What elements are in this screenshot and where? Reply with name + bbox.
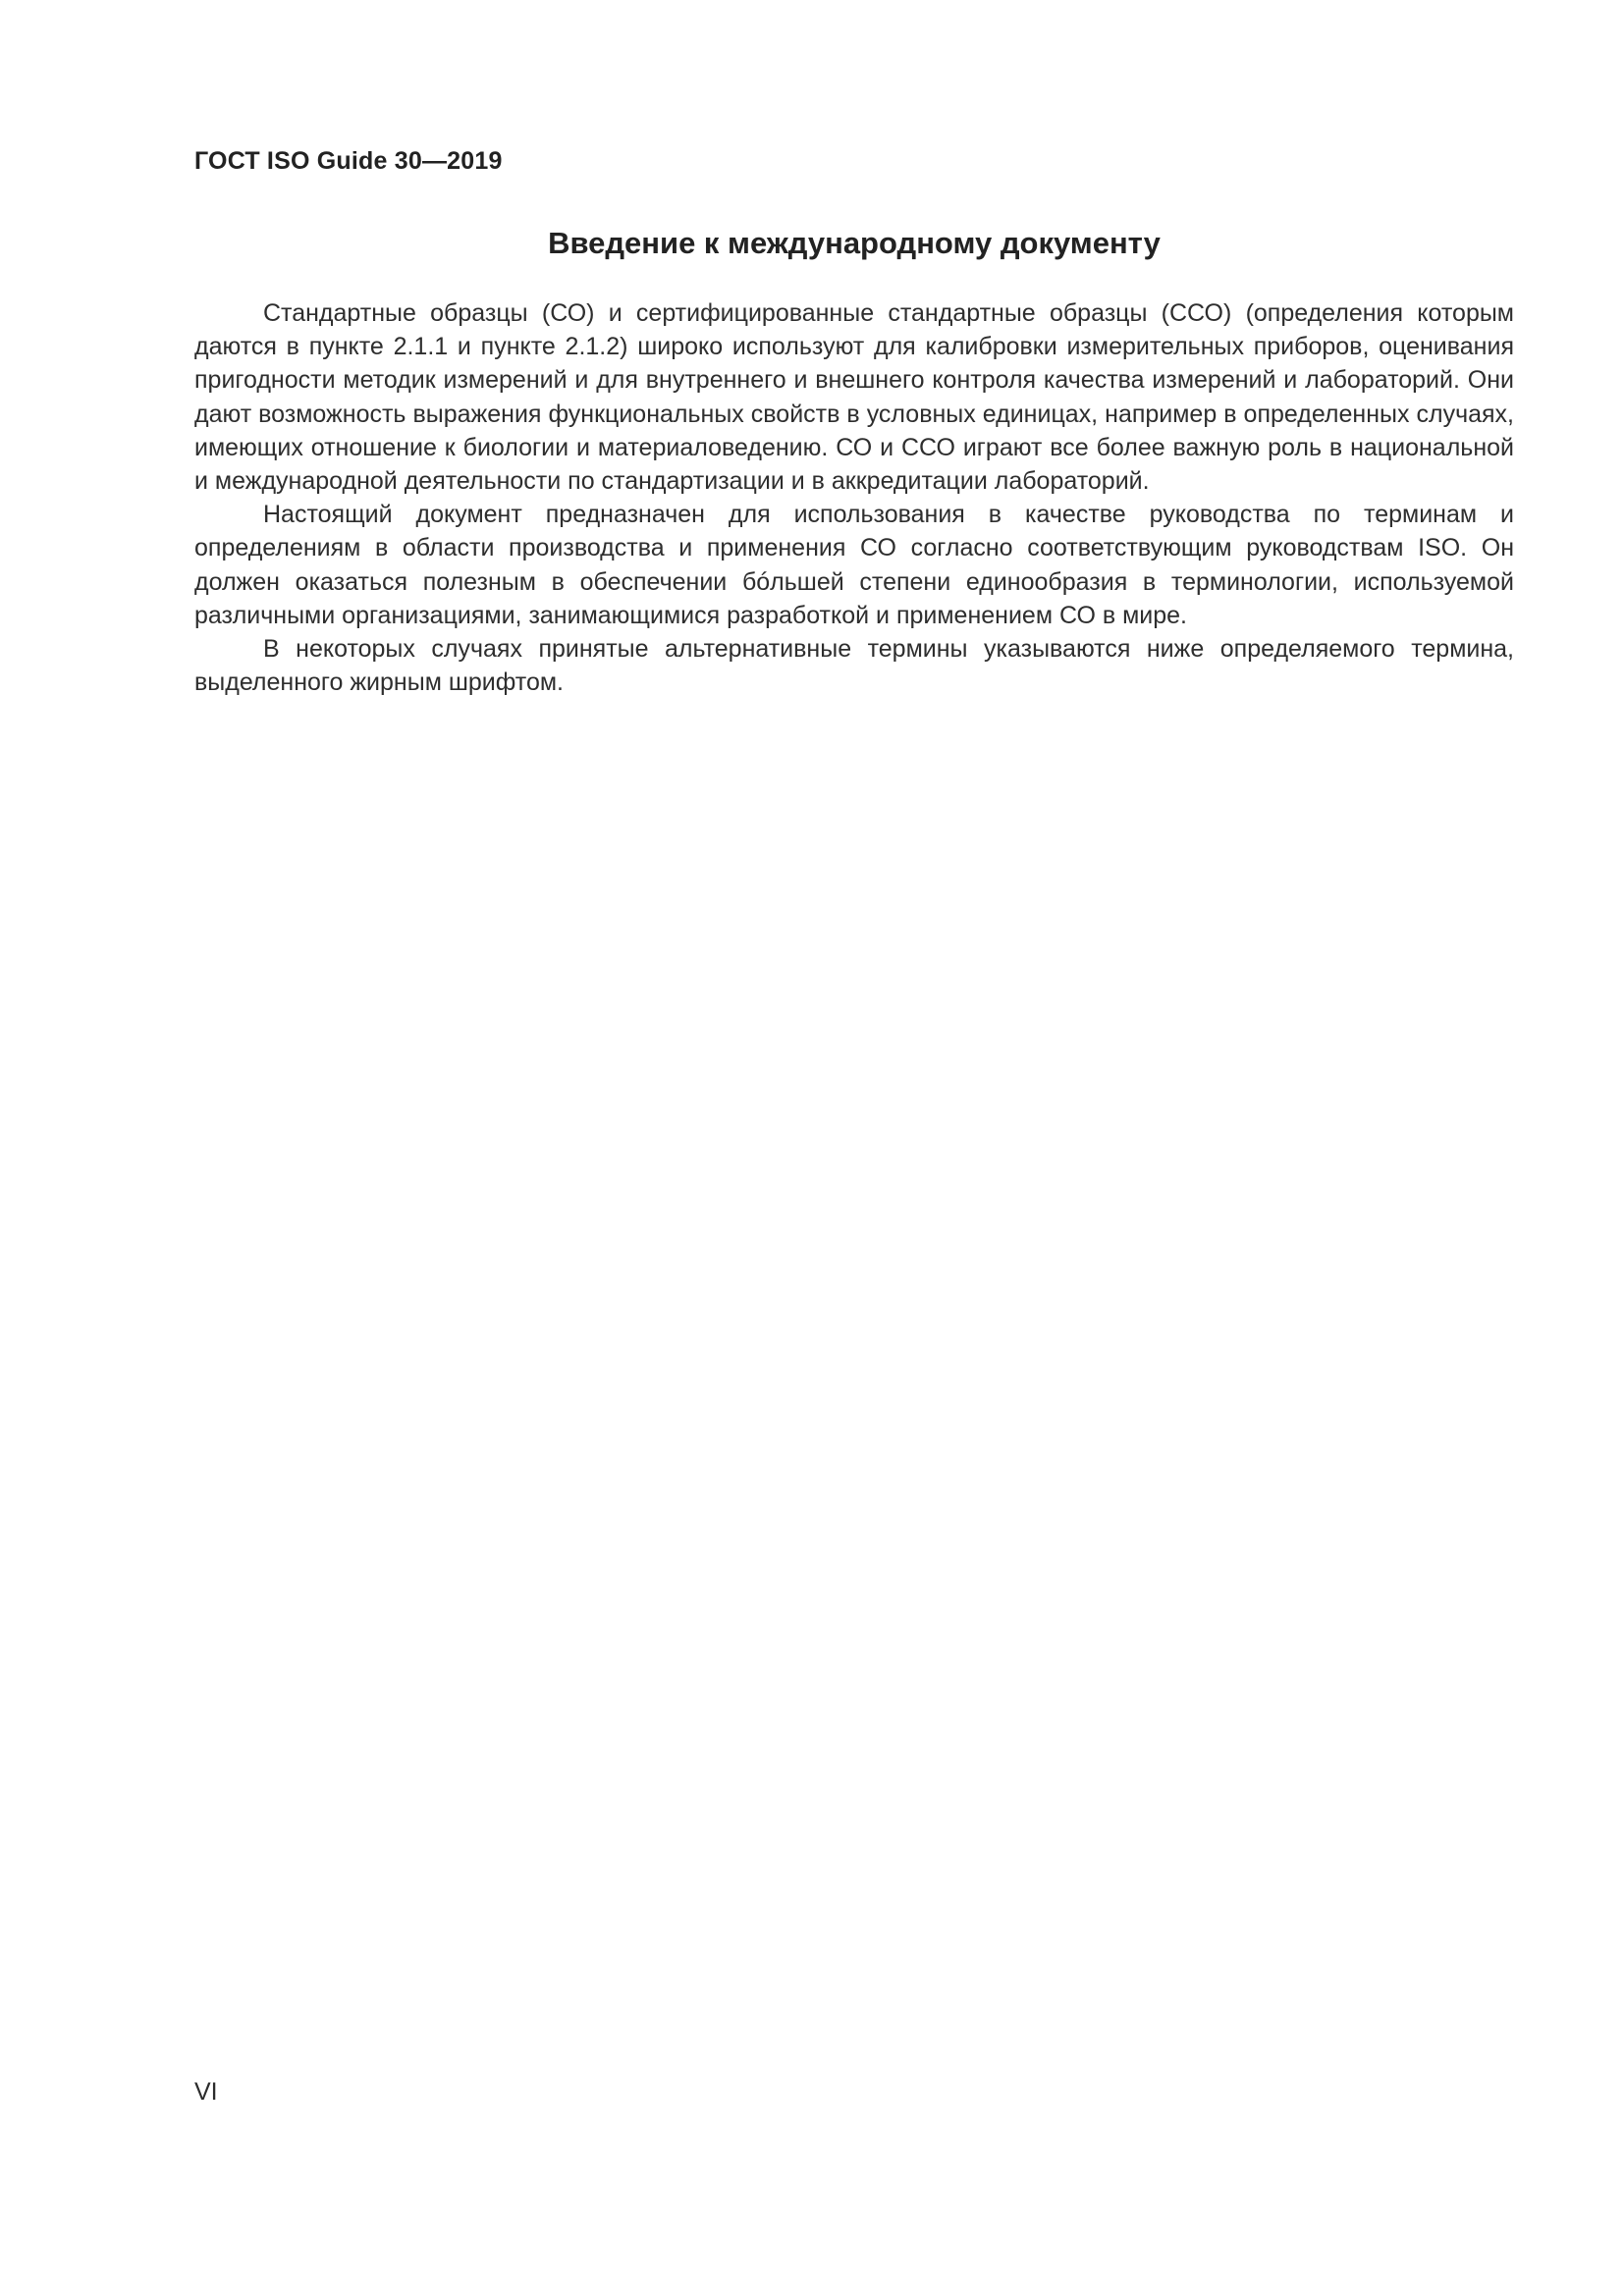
paragraph-3: В некоторых случаях принятые альтернативные термины указываются ниже определяемого термина, выделенного жирным шрифтом.: [194, 635, 1514, 697]
paragraph-2: Настоящий документ предназначен для использования в качестве руководства по терминам и определениям в области производства и применения СО согласно соответствующим руководствам ISO. Он должен оказаться полезным в обеспечении бóльшей степени единообразия в терминологии, используемой различными организациями, занимающимися разработкой и применением СО в мире.: [194, 501, 1514, 629]
section-title: Введение к международному документу: [548, 226, 1161, 260]
paragraph-1: Стандартные образцы (СО) и сертифицированные стандартные образцы (ССО) (определения которым даются в пункте 2.1.1 и пункте 2.1.2) широко используют для калибровки измерительных приборов, оценивания пригодности методик измерений и для внутреннего и внешнего контроля качества измерений и лабораторий. Они дают возможность выражения функциональных свойств в условных единицах, например в определенных случаях, имеющих отношение к биологии и материаловедению. СО и ССО играют все более важную роль в национальной и международной деятельности по стандартизации и в аккредитации лабораторий.: [194, 299, 1514, 496]
page-number: VI: [194, 2078, 218, 2106]
body-text: [194, 296, 1514, 699]
document-header: ГОСТ ISO Guide 30—2019: [194, 147, 503, 175]
